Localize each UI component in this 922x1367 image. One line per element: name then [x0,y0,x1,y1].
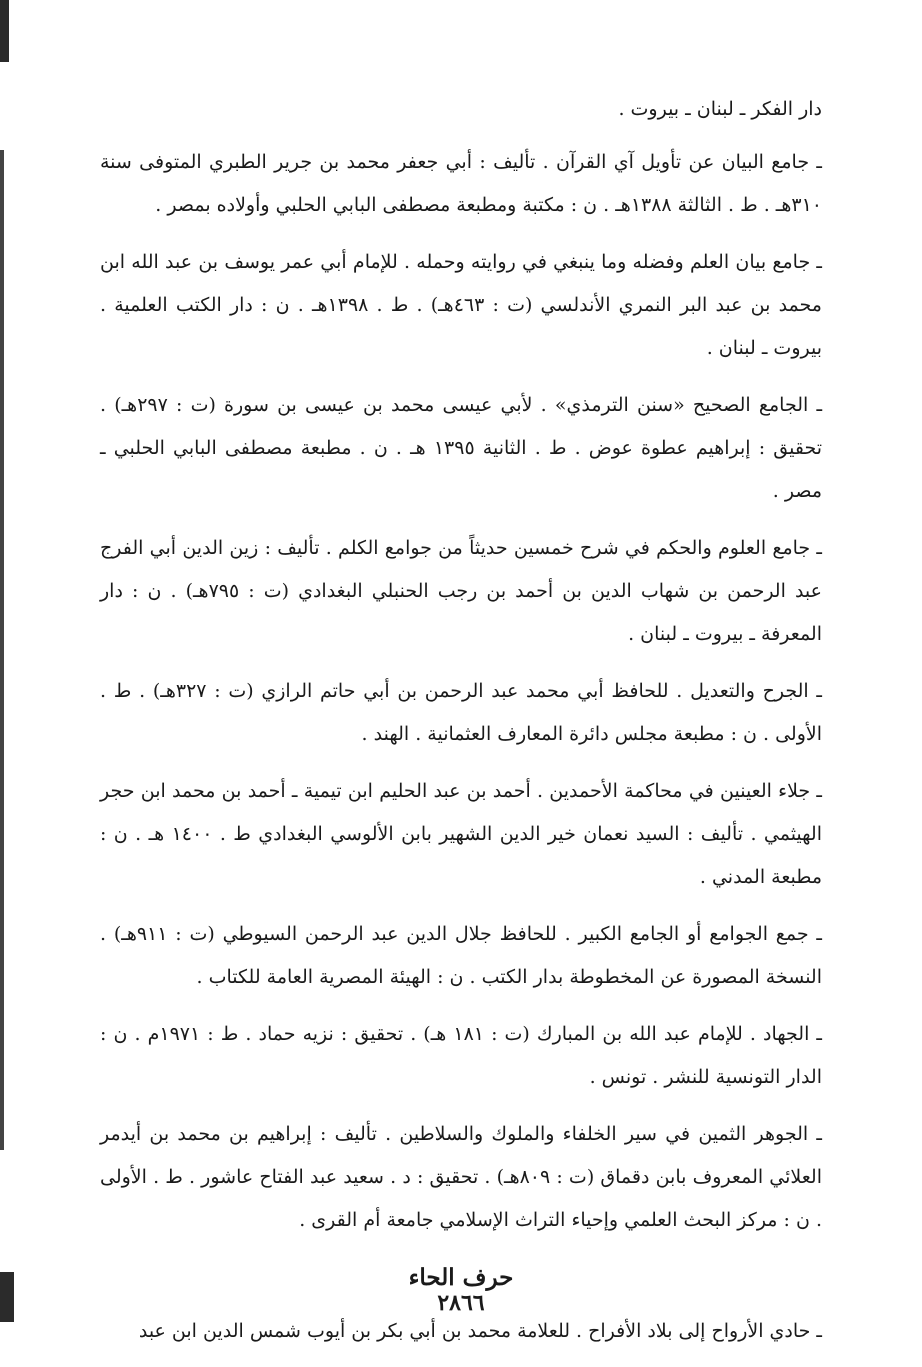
bibliography-entry-9: ـ الجوهر الثمين في سير الخلفاء والملوك والسلاطين . تأليف : إبراهيم بن محمد بن أيدمر العلائي المعروف بابن دقماق (ت : ٨٠٩هـ) . تحقيق : د . سعيد عبد الفتاح عاشور . ط . الأولى . ن : مركز البحث العلمي وإحياء التراث الإسلامي جامعة أم القرى . [100,1123,822,1231]
scan-edge-mark-top [0,0,9,62]
bibliography-text [100,88,822,1367]
scan-edge-mark-left [0,150,4,1150]
bibliography-entry-10: ـ حادي الأرواح إلى بلاد الأفراح . للعلامة محمد بن أبي بكر بن أيوب شمس الدين ابن عبد [138,1320,822,1342]
bibliography-entry-0: دار الفكر ـ لبنان ـ بيروت . [618,98,822,120]
bibliography-entry-6: ـ جلاء العينين في محاكمة الأحمدين . أحمد بن عبد الحليم ابن تيمية ـ أحمد بن محمد ابن حجر الهيثمي . تأليف : السيد نعمان خير الدين الشهير بابن الألوسي البغدادي ط . ١٤٠٠ هـ . ن : مطبعة المدني . [100,780,822,888]
page-number: ٢٨٦٦ [437,1290,485,1316]
bibliography-entry-1: ـ جامع البيان عن تأويل آي القرآن . تأليف : أبي جعفر محمد بن جرير الطبري المتوفى سنة ٣١٠هـ . ط . الثالثة ١٣٨٨هـ . ن : مكتبة ومطبعة مصطفى البابي الحلبي وأولاده بمصر . [100,151,822,216]
bibliography-entry-2: ـ جامع بيان العلم وفضله وما ينبغي في روايته وحمله . للإمام أبي عمر يوسف بن عبد الله ابن محمد بن عبد البر النمري الأندلسي (ت : ٤٦٣هـ) . ط . ١٣٩٨هـ . ن : دار الكتب العلمية . بيروت ـ لبنان . [100,251,822,359]
bibliography-entry-3: ـ الجامع الصحيح «سنن الترمذي» . لأبي عيسى محمد بن عيسى بن سورة (ت : ٢٩٧هـ) . تحقيق : إبراهيم عطوة عوض . ط . الثانية ١٣٩٥ هـ . ن . مطبعة مصطفى البابي الحلبي ـ مصر . [100,394,823,502]
bibliography-entry-4: ـ جامع العلوم والحكم في شرح خمسين حديثاً من جوامع الكلم . تأليف : زين الدين أبي الفرج عبد الرحمن بن شهاب الدين بن أحمد بن رجب الحنبلي البغدادي (ت : ٧٩٥هـ) . ن : دار المعرفة ـ بيروت ـ لبنان . [100,537,822,645]
bibliography-entry-8: ـ الجهاد . للإمام عبد الله بن المبارك (ت : ١٨١ هـ) . تحقيق : نزيه حماد . ط : ١٩٧١م . ن : الدار التونسية للنشر . تونس . [100,1023,822,1088]
bibliography-entry-5: ـ الجرح والتعديل . للحافظ أبي محمد عبد الرحمن بن أبي حاتم الرازي (ت : ٣٢٧هـ) . ط . الأولى . ن : مطبعة مجلس دائرة المعارف العثمانية . الهند . [100,680,822,745]
bibliography-entry-7: ـ جمع الجوامع أو الجامع الكبير . للحافظ جلال الدين عبد الرحمن السيوطي (ت : ٩١١هـ) . النسخة المصورة عن المخطوطة بدار الكتب . ن : الهيئة المصرية العامة للكتاب . [100,923,822,988]
section-heading: حرف الحاء [408,1264,514,1291]
